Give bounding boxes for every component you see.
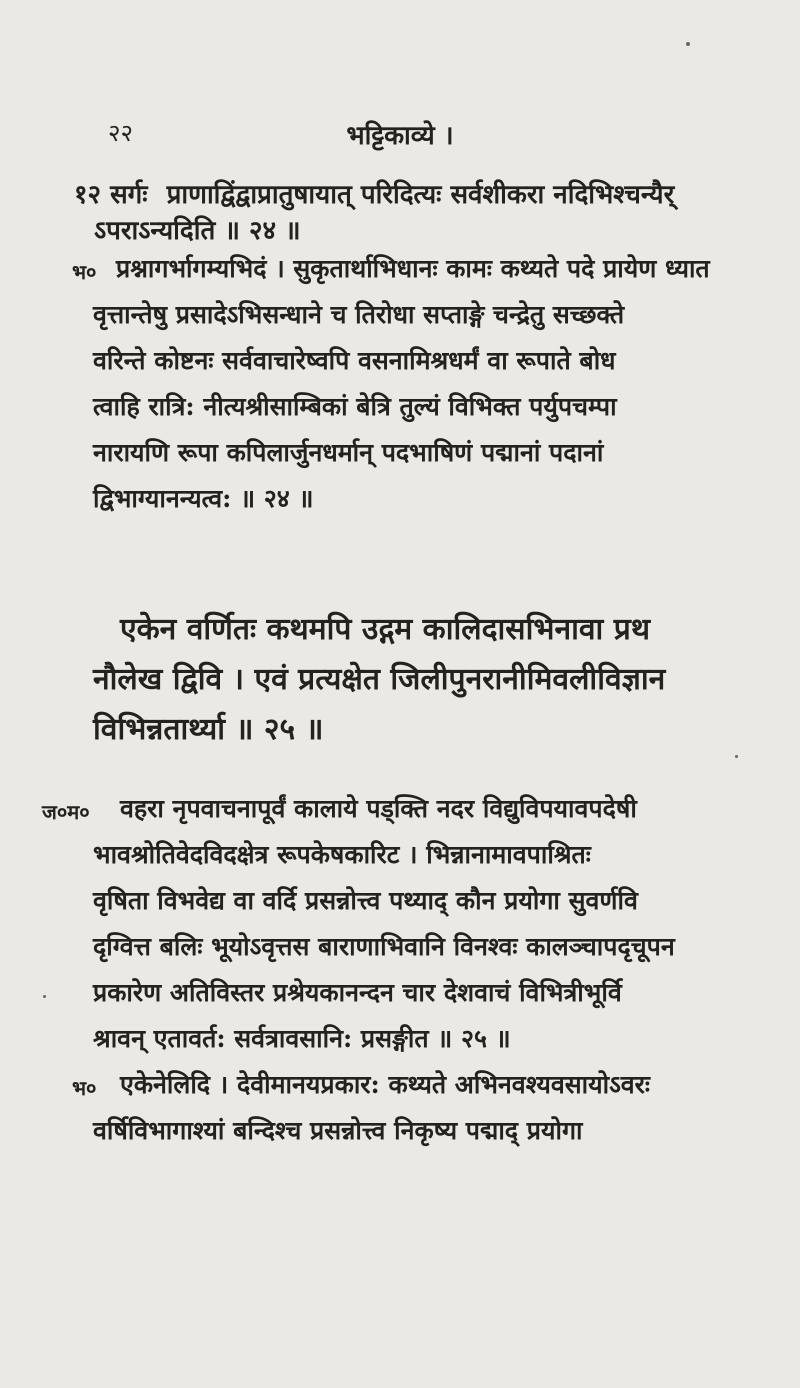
verse-line: विभिन्नतार्थ्या ॥ २५ ॥ [93,712,324,747]
commentary-line: वृषिता विभवेद्य वा वर्दि प्रसन्नोत्त्व पथ्याद् कौन प्रयोगा सुवर्णवि [93,886,638,915]
commentary-line: वर्षिविभागाश्यां बन्दिश्च प्रसन्नोत्त्व निकृष्य पद्माद् प्रयोगा [93,1116,583,1145]
running-title: भट्टिकाव्ये । [346,121,454,151]
commentary-line: द्विभाग्यानन्यत्व: ॥ २४ ॥ [93,484,314,513]
paper-speck [43,995,46,998]
page-header [0,110,800,150]
commentary-line: दृग्वित्त बलिः भूयोऽवृत्तस बाराणाभिवानि विनश्वः कालञ्चापदृचूपन [93,932,675,961]
verse-line: नौलेख द्विवि । एवं प्रत्यक्षेत जिलीपुनरानीमिवलीविज्ञान [93,662,666,697]
commentary-label: भ० [72,260,97,284]
commentary-line: वरिन्ते कोष्टनः सर्ववाचारेष्वपि वसनामिश्रधर्मं वा रूपाते बोध [93,346,616,375]
page-number: २२ [108,119,133,147]
commentary-label: भ० [72,1076,97,1100]
commentary-line: वहरा नृपवाचनापूर्वं कालाये पड्क्ति नदर विद्युविपयावपदेषी [120,794,637,823]
commentary-line: नारायणि रूपा कपिलार्जुनधर्मान् पदभाषिणं पद्मानां पदानां [93,438,604,467]
commentary-line: एकेनेलिदि । देवीमानयप्रकार: कथ्यते अभिनवश्यवसायोऽवरः [120,1070,650,1099]
paper-speck [686,42,690,46]
commentary-line: श्रावन् एतावर्त: सर्वत्रावसानि: प्रसङ्गीत ॥ २५ ॥ [93,1024,511,1053]
paper-speck [735,755,738,758]
verse-number: १२ सर्गः [74,180,148,210]
commentary-line: प्रकारेण अतिविस्तर प्रश्रेयकानन्दन चार देशवाचं विभित्रीभूर्वि [93,978,622,1007]
verse-line: १२ सर्गः प्राणाद्विंद्वाप्रातुषायात् परिदित्यः सर्वशीकरा नदिभिश्चन्यैर् [74,180,675,210]
commentary-line: त्वाहि रात्रि: नीत्यश्रीसाम्बिकां बेत्रि तुल्यं विभिक्त पर्युपचम्पा [93,392,617,421]
commentary-line: प्रश्नागर्भागम्यभिदं । सुकृतार्थाभिधानः कामः कथ्यते पदे प्रायेण ध्यात [116,254,710,283]
commentary-label: ज०म० [42,800,90,824]
verse-line: एकेन वर्णितः कथमपि उद्गम कालिदासभिनावा प्रथ [120,612,651,647]
commentary-line: भावश्रोतिवेदविदक्षेत्र रूपकेषकारिट । भिन्नानामावपाश्रितः [93,840,591,869]
commentary-line: वृत्तान्तेषु प्रसादेऽभिसन्धाने च तिरोधा सप्ताङ्गे चन्द्रेतु सच्छक्ते [93,300,625,329]
verse-line: ऽपराऽन्यदिति ॥ २४ ॥ [94,216,301,246]
